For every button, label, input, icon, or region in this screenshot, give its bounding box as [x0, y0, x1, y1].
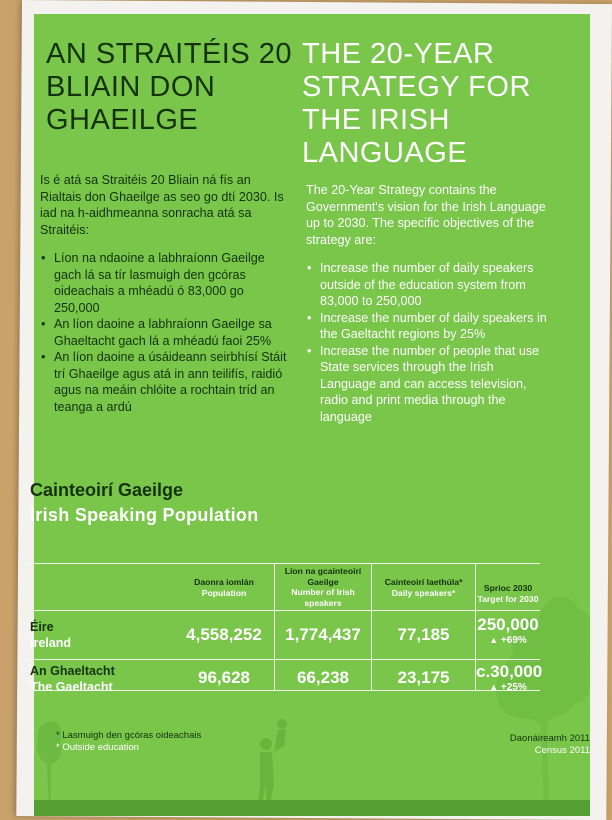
cell-target: 250,000 ▲ +69% — [477, 615, 539, 646]
list-item: • Increase the number of people that use State services through the Irish Language and can access television, radio and print media through the language — [320, 343, 550, 426]
intro-irish: Is é atá sa Straitéis 20 Bliain ná fís an Rialtais don Ghaeilge as seo go dtí 2030. Is iad na h-aidhmeanna sonracha atá sa Straitéis: — [40, 173, 284, 237]
up-arrow-icon: ▲ — [489, 635, 499, 645]
table-rule — [24, 563, 540, 564]
english-text-column — [306, 182, 550, 425]
title-english: THE 20-YEAR STRATEGY FOR THE IRISH LANGUAGE — [302, 38, 531, 169]
cell-daily-speakers: 77,185 — [397, 625, 450, 644]
column-header-target: Sprioc 2030 Target for 2030 — [477, 583, 539, 604]
speakers-table — [24, 551, 543, 694]
section-heading-irish: Cainteoirí Gaeilge — [30, 480, 184, 500]
cell-population: 4,558,252 — [186, 625, 262, 644]
row-label-gaeltacht: An Ghaeltacht The Gaeltacht — [30, 664, 115, 694]
cell-target: c.30,000 ▲ +25% — [476, 662, 543, 693]
parent-child-silhouette-icon — [246, 714, 296, 804]
footnote: * Lasmuigh den gcóras oideachais * Outside education — [56, 730, 202, 753]
table-rule — [24, 610, 540, 611]
list-item: • An líon daoine a labhraíonn Gaeilge sa Ghaeltacht gach lá a mhéadú faoi 25% — [54, 316, 288, 349]
list-item: • Líon na ndaoine a labhraíonn Gaeilge gach lá sa tír lasmuigh den gcóras oideachais a mhéadú ó 83,000 go 250,000 — [54, 250, 288, 316]
objectives-list-irish — [40, 250, 288, 415]
section-heading-english: Irish Speaking Population — [30, 505, 259, 525]
source-note: Daonáireamh 2011 Census 2011 — [509, 733, 590, 756]
column-header-daily-speakers: Cainteoirí laethúla* Daily speakers* — [384, 577, 463, 598]
up-arrow-icon: ▲ — [489, 682, 499, 692]
cell-irish-speakers: 1,774,437 — [285, 625, 361, 644]
cell-daily-speakers: 23,175 — [397, 668, 450, 687]
intro-english: The 20-Year Strategy contains the Government's vision for the Irish Language up to 2030. The specific objectives of the strategy are: — [306, 183, 546, 247]
cell-irish-speakers: 66,238 — [297, 668, 349, 687]
list-item: • An líon daoine a úsáideann seirbhísí Stáit trí Ghaeilge agus atá in ann teilifís, raidió agus na meáin chlóite a rochtain tríd an teanga a ardú — [54, 349, 288, 415]
list-item: • Increase the number of daily speakers outside of the education system from 83,000 to 250,000 — [320, 260, 550, 310]
row-label-ireland: Éire Ireland — [30, 620, 71, 650]
tree-silhouette-icon — [34, 704, 64, 814]
ground-strip — [34, 800, 590, 816]
column-header-irish-speakers: Líon na gcainteoirí Gaeilge Number of Irish speakers — [284, 566, 362, 608]
title-irish: AN STRAITÉIS 20 BLIAIN DON GHAEILGE — [46, 38, 293, 136]
objectives-list-english — [306, 260, 550, 425]
column-header-population: Daonra iomlán Population — [194, 577, 254, 598]
irish-text-column — [40, 172, 288, 415]
cell-population: 96,628 — [198, 668, 250, 687]
table-rule — [24, 659, 540, 660]
list-item: • Increase the number of daily speakers in the Gaeltacht regions by 25% — [320, 310, 550, 343]
